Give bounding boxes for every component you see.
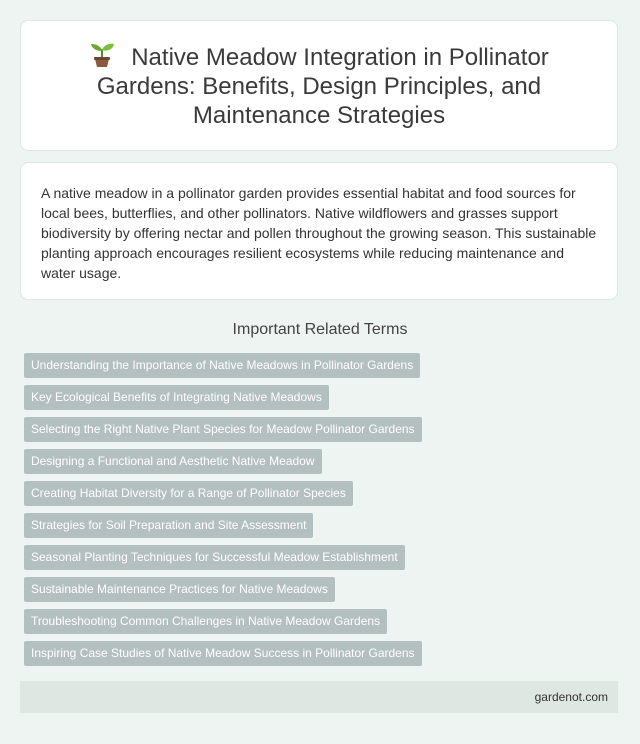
related-term-tag[interactable]: Key Ecological Benefits of Integrating Native Meadows: [24, 385, 329, 410]
page-title-text: Native Meadow Integration in Pollinator Gardens: Benefits, Design Principles, and Maintenance Strategies: [96, 43, 549, 129]
related-term-tag[interactable]: Sustainable Maintenance Practices for Native Meadows: [24, 577, 335, 602]
sprout-icon: [89, 42, 117, 68]
page-title: [61, 42, 577, 130]
related-terms-list: [24, 353, 618, 673]
related-term-tag[interactable]: Designing a Functional and Aesthetic Native Meadow: [24, 449, 322, 474]
related-term-tag[interactable]: Troubleshooting Common Challenges in Native Meadow Gardens: [24, 609, 387, 634]
intro-text: A native meadow in a pollinator garden provides essential habitat and food sources for local bees, butterflies, and other pollinators. Native wildflowers and grasses support biodiversity by offering nectar and pollen throughout the growing season. This sustainable planting approach encourages resilient ecosystems while reducing maintenance and water usage.: [41, 185, 597, 281]
related-term-tag[interactable]: Selecting the Right Native Plant Species for Meadow Pollinator Gardens: [24, 417, 422, 442]
footer-site-link[interactable]: gardenot.com: [534, 690, 608, 704]
related-term-tag[interactable]: Inspiring Case Studies of Native Meadow Success in Pollinator Gardens: [24, 641, 422, 666]
related-terms-heading: Important Related Terms: [232, 321, 408, 338]
related-term-tag[interactable]: Strategies for Soil Preparation and Site Assessment: [24, 513, 313, 538]
intro-card: [20, 162, 618, 300]
related-term-tag[interactable]: Understanding the Importance of Native Meadows in Pollinator Gardens: [24, 353, 420, 378]
footer: [20, 681, 618, 713]
related-term-tag[interactable]: Seasonal Planting Techniques for Successful Meadow Establishment: [24, 545, 405, 570]
related-term-tag[interactable]: Creating Habitat Diversity for a Range of Pollinator Species: [24, 481, 353, 506]
title-card: [20, 20, 618, 151]
